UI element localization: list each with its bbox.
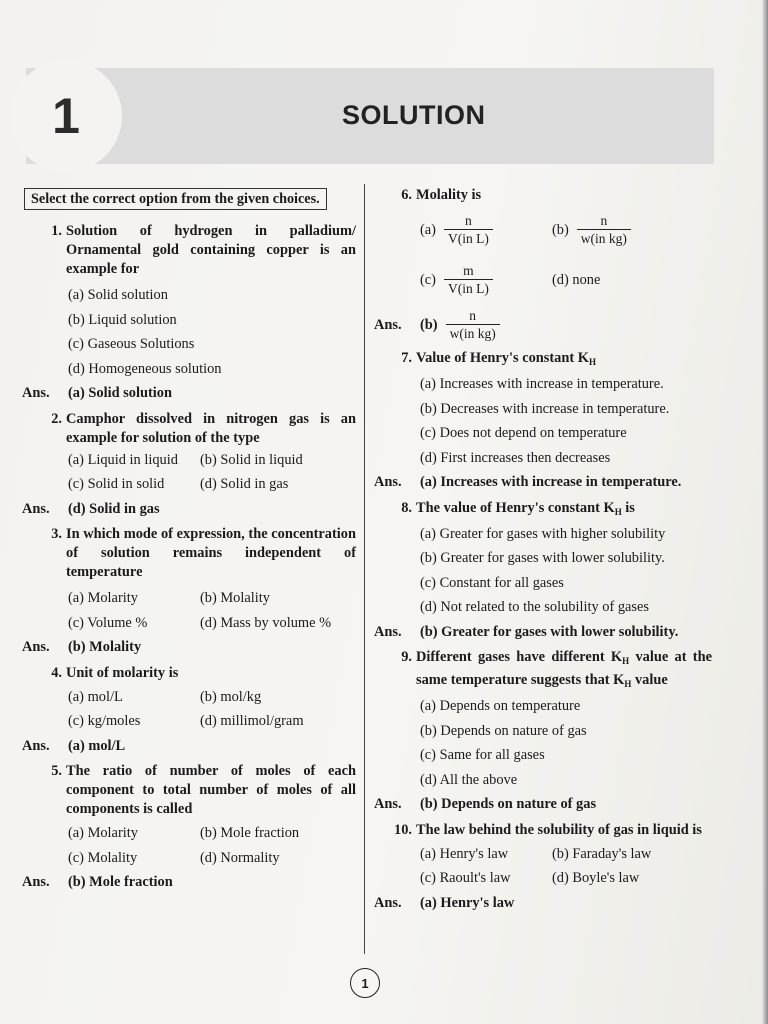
option: (c) Volume % xyxy=(68,614,148,631)
option: (a) Increases with increase in temperature. xyxy=(420,376,664,392)
numerator: m xyxy=(463,263,474,278)
option: (b) Liquid solution xyxy=(68,311,177,328)
question-text: Solution of hydrogen in palladium/ Ornamental gold containing copper is an example for xyxy=(66,223,356,277)
chapter-title: SOLUTION xyxy=(342,100,486,130)
answer xyxy=(22,870,358,895)
option xyxy=(420,213,552,247)
option: (b) Depends on nature of gas xyxy=(420,722,587,739)
denominator: w(in kg) xyxy=(577,229,631,247)
answer-label: Ans. xyxy=(374,796,402,812)
answer-label: Ans. xyxy=(374,623,402,640)
option: (a) Solid solution xyxy=(68,287,168,303)
answer xyxy=(374,620,722,645)
answer-label: Ans. xyxy=(22,737,50,754)
option: (c) Constant for all gases xyxy=(420,574,564,591)
option: (d) millimol/gram xyxy=(200,713,304,729)
numerator: n xyxy=(600,213,608,228)
option-row xyxy=(374,255,722,305)
option: (d) All the above xyxy=(420,771,518,788)
column-divider xyxy=(364,184,365,954)
page-number: 1 xyxy=(350,968,380,998)
answer-label: Ans. xyxy=(374,474,402,490)
option xyxy=(552,271,684,290)
option: (b) Decreases with increase in temperature. xyxy=(420,400,670,417)
subscript: H xyxy=(622,656,630,666)
question-text-rest: is xyxy=(621,499,635,516)
question-text: The ratio of number of moles of each component to total number of moles of all components is called xyxy=(66,763,356,817)
option: (c) Same for all gases xyxy=(420,747,545,763)
option-row xyxy=(22,611,358,636)
question-10 xyxy=(374,821,722,840)
option-row xyxy=(22,472,358,497)
question-2 xyxy=(22,410,358,448)
answer-label: Ans. xyxy=(22,639,50,655)
option: (d) Homogeneous solution xyxy=(68,360,222,377)
option: (b) Molality xyxy=(200,590,270,606)
answer-option: (b) xyxy=(420,316,438,333)
option-label: (c) xyxy=(420,271,436,288)
answer-text: (d) Solid in gas xyxy=(68,500,160,517)
question-4 xyxy=(22,664,358,683)
question-number: 5. xyxy=(51,763,62,779)
option: (c) kg/moles xyxy=(68,713,141,729)
question-1 xyxy=(22,222,358,279)
answer xyxy=(22,734,358,759)
option xyxy=(552,213,684,247)
question-text: In which mode of expression, the concentration of solution remains independent of temperature xyxy=(66,526,356,580)
question-9 xyxy=(374,648,722,694)
question-text xyxy=(416,499,712,522)
question-number: 3. xyxy=(51,526,62,542)
option-row xyxy=(22,846,358,871)
option-row xyxy=(22,586,358,611)
subscript: H xyxy=(624,679,632,689)
numerator: n xyxy=(465,213,472,228)
chapter-number-circle xyxy=(10,60,122,172)
option: (d) Mass by volume % xyxy=(200,614,332,631)
answer xyxy=(374,305,722,345)
option: (d) Boyle's law xyxy=(552,870,640,886)
question-text-main: The value of Henry's constant K xyxy=(416,499,615,516)
numerator: n xyxy=(469,308,477,323)
answer xyxy=(374,792,722,817)
question-number: 10. xyxy=(394,821,412,838)
fraction xyxy=(577,213,631,247)
option-row xyxy=(22,821,358,846)
option: (c) Does not depend on temperature xyxy=(420,425,627,441)
option: (b) mol/kg xyxy=(200,688,262,705)
answer-text: (b) Depends on nature of gas xyxy=(420,796,597,812)
option: (c) Gaseous Solutions xyxy=(68,336,195,352)
answer xyxy=(374,470,722,495)
question-number: 1. xyxy=(51,223,62,239)
page-edge-shadow xyxy=(762,0,768,1024)
question-text: The law behind the solubility of gas in liquid is xyxy=(416,821,702,838)
option: (d) Not related to the solubility of gases xyxy=(420,599,649,615)
question-text-part: Different gases have different K xyxy=(416,649,623,665)
question-number: 6. xyxy=(401,187,412,203)
answer-label: Ans. xyxy=(22,385,50,401)
option-label: (b) xyxy=(552,221,569,238)
option: (b) Solid in liquid xyxy=(200,451,303,468)
option: (c) Solid in solid xyxy=(68,476,165,492)
question-number: 9. xyxy=(401,649,412,665)
question-text-part: value at the same temperature suggests that K xyxy=(416,649,712,688)
option-row xyxy=(374,205,722,255)
option-row xyxy=(374,842,722,867)
option: (b) Faraday's law xyxy=(552,845,652,862)
option: (b) Mole fraction xyxy=(200,825,300,841)
option-row xyxy=(374,866,722,891)
answer xyxy=(374,891,722,916)
question-text-main: Value of Henry's constant K xyxy=(416,350,589,366)
option-row xyxy=(22,685,358,710)
denominator: V(in L) xyxy=(444,229,493,247)
answer-text: (a) Solid solution xyxy=(68,385,172,401)
option: (c) Molality xyxy=(68,849,138,866)
subscript: H xyxy=(588,357,596,367)
option-text: (d) none xyxy=(552,271,601,288)
answer-text: (b) Greater for gases with lower solubility. xyxy=(420,623,679,640)
option-label: (a) xyxy=(420,221,436,238)
answer-text: (b) Molality xyxy=(68,639,142,655)
option: (a) Depends on temperature xyxy=(420,698,581,714)
answer-text: (a) mol/L xyxy=(68,737,126,754)
question-text xyxy=(416,349,712,372)
option: (d) First increases then decreases xyxy=(420,449,611,466)
option: (a) Liquid in liquid xyxy=(68,451,178,468)
question-3 xyxy=(22,525,358,582)
instruction-box: Select the correct option from the given choices. xyxy=(24,188,327,210)
fraction xyxy=(446,308,500,342)
question-text: Camphor dissolved in nitrogen gas is an example for solution of the type xyxy=(66,410,356,446)
answer-label: Ans. xyxy=(374,316,402,333)
question-7 xyxy=(374,349,722,372)
fraction xyxy=(444,213,493,247)
option: (a) Molarity xyxy=(68,825,138,841)
answer-label: Ans. xyxy=(22,874,50,890)
option: (a) Greater for gases with higher solubility xyxy=(420,525,666,542)
left-column xyxy=(22,188,358,895)
option-row xyxy=(22,709,358,734)
question-text: Unit of molarity is xyxy=(66,664,179,681)
question-number: 4. xyxy=(51,664,62,681)
right-column xyxy=(374,186,722,915)
question-6 xyxy=(374,186,722,205)
question-number: 2. xyxy=(51,410,62,427)
option: (d) Normality xyxy=(200,849,280,866)
denominator: V(in L) xyxy=(444,279,493,297)
option xyxy=(420,263,552,297)
chapter-number: 1 xyxy=(52,88,80,144)
answer-text: (b) Mole fraction xyxy=(68,874,173,890)
option: (c) Raoult's law xyxy=(420,870,511,886)
option: (d) Solid in gas xyxy=(200,476,289,492)
answer xyxy=(22,381,358,406)
answer-text: (a) Henry's law xyxy=(420,894,515,911)
answer-label: Ans. xyxy=(374,894,402,911)
option: (a) mol/L xyxy=(68,688,123,705)
question-5 xyxy=(22,762,358,819)
answer xyxy=(22,635,358,660)
answer-text: (a) Increases with increase in temperature. xyxy=(420,474,682,490)
question-number: 8. xyxy=(401,499,412,516)
question-text: Molality is xyxy=(416,187,482,203)
answer xyxy=(22,497,358,522)
question-8 xyxy=(374,499,722,522)
option: (b) Greater for gases with lower solubility. xyxy=(420,550,665,566)
question-text-part: value xyxy=(631,672,668,688)
answer-label: Ans. xyxy=(22,500,50,517)
denominator: w(in kg) xyxy=(446,324,500,342)
option-row xyxy=(22,448,358,473)
option: (a) Molarity xyxy=(68,590,138,606)
fraction xyxy=(444,263,493,297)
subscript: H xyxy=(614,506,622,517)
question-text xyxy=(416,648,712,694)
option: (a) Henry's law xyxy=(420,845,509,862)
question-number: 7. xyxy=(401,350,412,366)
